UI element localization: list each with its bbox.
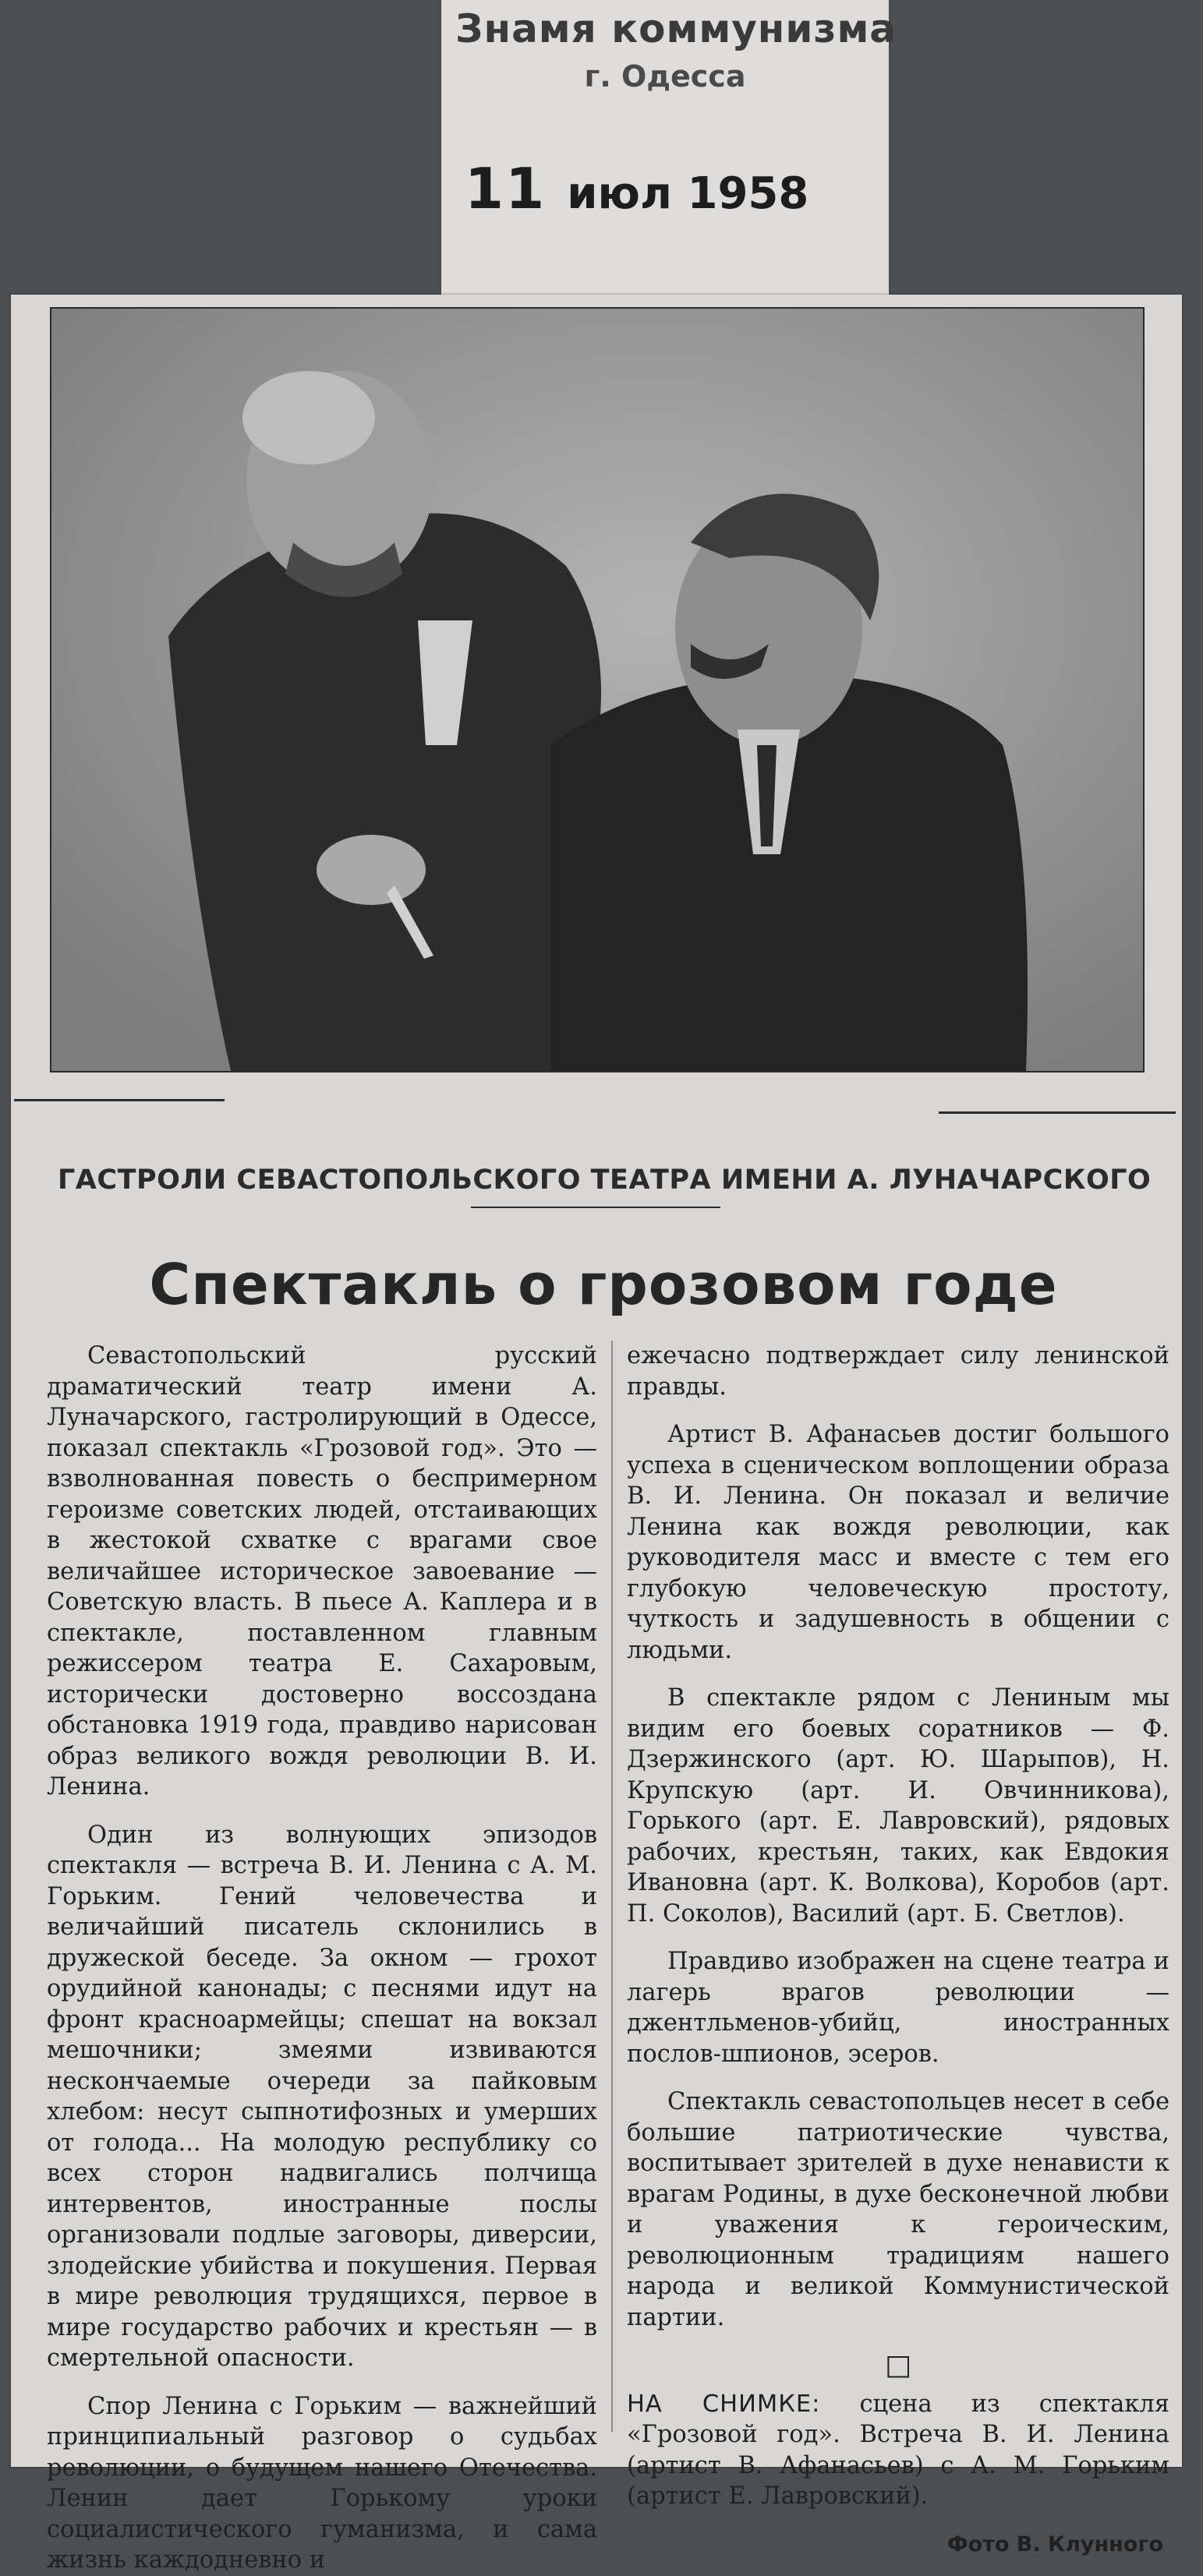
paragraph: Спор Ленина с Горьким — важнейший принципиальный разговор о судьбах революции, о будущем нашего Отечества. Ленин дает Горькому уроки социалистического гуманизма, и сама жизнь каждодневно и (47, 2392, 597, 2574)
article-photo (50, 307, 1145, 1072)
photo-caption-text: сцена из спектакля «Грозовой год». Встреча В. И. Ленина (артист В. Афанасьев) с А. М. Горьким (артист Е. Лавровский). (627, 2390, 1169, 2510)
date-stamp-day: 11 (465, 156, 547, 221)
newspaper-name: Знамя коммунизма (455, 6, 897, 51)
rule-left (14, 1099, 225, 1101)
article-rubric: ГАСТРОЛИ СЕВАСТОПОЛЬСКОГО ТЕАТРА ИМЕНИ А. ЛУНАЧАРСКОГО (58, 1164, 1152, 1196)
article-column-right (627, 1341, 1169, 2557)
photo-credit: Фото В. Клунного (946, 2532, 1163, 2557)
article-column-left (47, 1341, 597, 2574)
photo-caption (627, 2389, 1169, 2512)
paragraph: Севастопольский русский драматический театр имени А. Луначарского, гастролирующий в Одессе, показал спектакль «Грозовой год». Это — взволнованная повесть о беспримерном героизме советских людей, отстаивающих в жестокой схватке с врагами свое величайшее историческое завоевание — Советскую власть. В пьесе А. Каплера и в спектакле, поставленном главным режиссером театра Е. Сахаровым, исторически достоверно воссоздана обстановка 1919 года, правдиво нарисован образ великого вождя революции В. И. Ленина. (47, 1342, 597, 1800)
column-divider (611, 1341, 613, 2432)
article-clipping (11, 295, 1182, 2574)
article-title: Спектакль о грозовом годе (149, 1252, 1058, 1317)
paragraph: Правдиво изображен на сцене театра и лагерь врагов революции — джентльменов-убийц, иностранных послов-шпионов, эсеров. (627, 1948, 1169, 2068)
date-stamp-month-year: июл 1958 (567, 168, 809, 219)
newspaper-city: г. Одесса (584, 59, 746, 94)
section-separator: □ (884, 2349, 911, 2381)
paragraph: Артист В. Афанасьев достиг большого успеха в сценическом воплощении образа В. И. Ленина. Он показал и величие Ленина как вождя революции, как руководителя масс и вместе с тем его глубокую человеческую простоту, чуткость и задушевность в общении с людьми. (627, 1421, 1169, 1664)
date-stamp (465, 156, 808, 221)
paragraph: Один из волнующих эпизодов спектакля — встреча В. И. Ленина с А. М. Горьким. Гений человечества и величайший писатель склонились в дружеской беседе. За окном — грохот орудийной канонады; с песнями идут на фронт красноармейцы; спешат на вокзал мешочники; змеями извиваются нескончаемые очереди за пайковым хлебом: несут сыпнотифозных и умерших от голода... На молодую республику со всех сторон надвигались полчища интервентов, иностранные послы организовали подлые заговоры, диверсии, злодейские убийства и покушения. Первая в мире революция трудящихся, первое в мире государство рабочих и крестьян — в смертельной опасности. (47, 1821, 597, 2372)
paragraph: ежечасно подтверждает силу ленинской правды. (627, 1342, 1169, 1401)
rule-right (939, 1111, 1176, 1114)
photo-illustration (51, 309, 1143, 1071)
paragraph: В спектакле рядом с Лениным мы видим его боевых соратников — Ф. Дзержинского (арт. Ю. Шарыпов), Н. Крупскую (арт. И. Овчинникова), Горького (арт. Е. Лавровский), рядовых рабочих, крестьян, таких, как Евдокия Ивановна (арт. К. Волкова), Коробов (арт. П. Соколов), Василий (арт. Б. Светлов). (627, 1684, 1169, 1928)
photo-caption-lead: НА СНИМКЕ: (627, 2390, 821, 2418)
rubric-underline (471, 1207, 720, 1208)
paragraph: Спектакль севастопольцев несет в себе большие патриотические чувства, воспитывает зрителей в духе ненависти к врагам Родины, в духе бесконечной любви и уважения к героическим, революционным традициям нашего народа и великой Коммунистической партии. (627, 2088, 1169, 2331)
masthead-clipping (441, 0, 897, 301)
